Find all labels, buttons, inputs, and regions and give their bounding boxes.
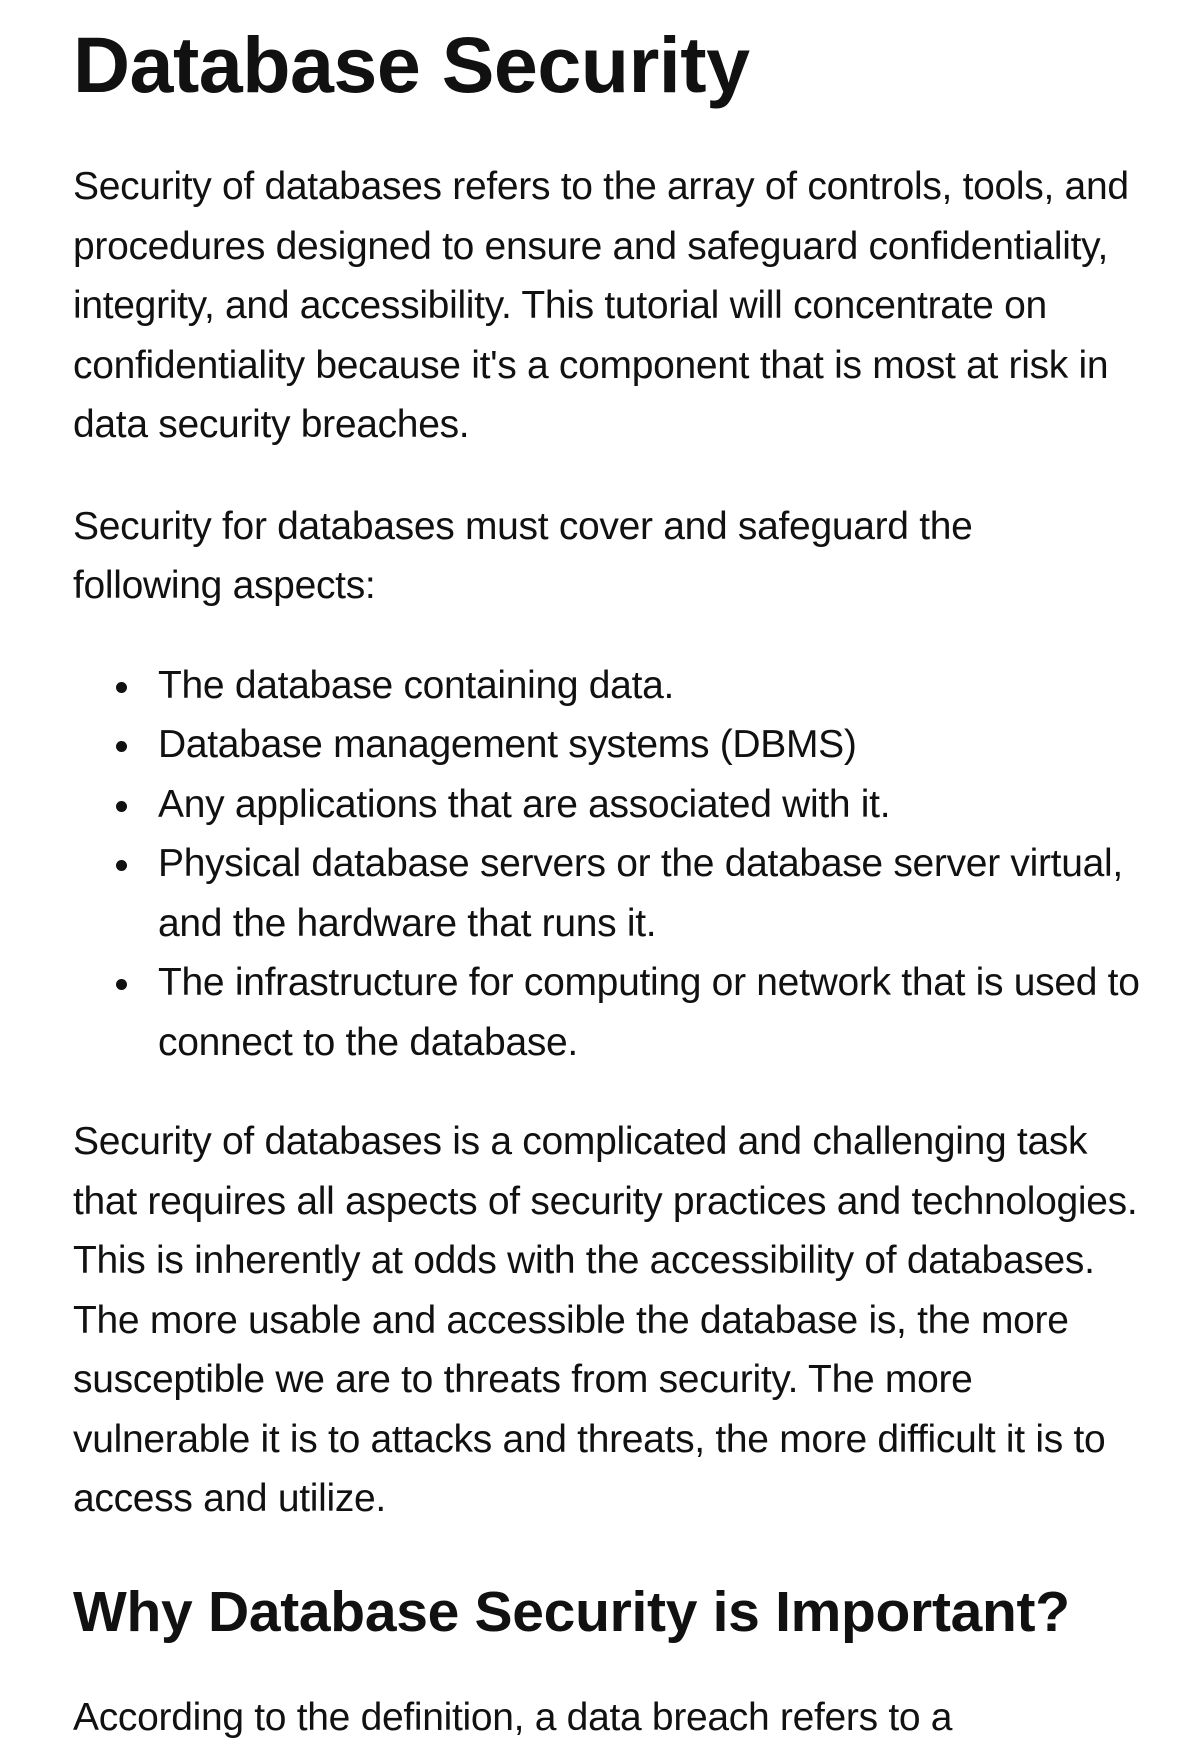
- list-item-text: Any applications that are associated with it.: [158, 782, 891, 826]
- bullet-icon: [116, 801, 127, 812]
- intro-paragraph: Security of databases refers to the array of controls, tools, and procedures designed to ensure and safeguard confidentiality, integrity, and accessibility. This tutorial will concentrate on confidentiality because it's a component that is most at risk in data security breaches.: [73, 165, 1129, 446]
- list-item-text: Database management systems (DBMS): [158, 723, 857, 766]
- bullet-icon: [116, 682, 127, 693]
- list-item-text: The database containing data.: [158, 663, 675, 707]
- section-paragraph: According to the definition, a data breach refers to a: [73, 1695, 953, 1739]
- bullet-icon: [116, 979, 127, 990]
- list-item-text: The infrastructure for computing or network that is used to connect to the database.: [158, 961, 1140, 1064]
- list-item-text: Physical database servers or the database server virtual, and the hardware that runs it.: [158, 842, 1123, 945]
- section-heading: Why Database Security is Important?: [73, 1579, 1070, 1644]
- list-item: [158, 775, 1148, 835]
- list-item: [158, 834, 1148, 953]
- list-item: [158, 715, 1148, 775]
- complexity-paragraph: Security of databases is a complicated and challenging task that requires all aspects of security practices and technologies. This is inherently at odds with the accessibility of databases. The more usable and accessible the database is, the more susceptible we are to threats from security. The more vulnerable it is to attacks and threats, the more difficult it is to access and utilize.: [73, 1120, 1138, 1520]
- aspects-intro-paragraph: Security for databases must cover and safeguard the following aspects:: [73, 504, 973, 607]
- page-title: Database Security: [73, 20, 750, 109]
- list-item: [158, 656, 1148, 716]
- aspects-list: [73, 656, 1140, 1073]
- bullet-icon: [116, 860, 127, 871]
- list-item: [158, 953, 1148, 1072]
- bullet-icon: [116, 741, 127, 752]
